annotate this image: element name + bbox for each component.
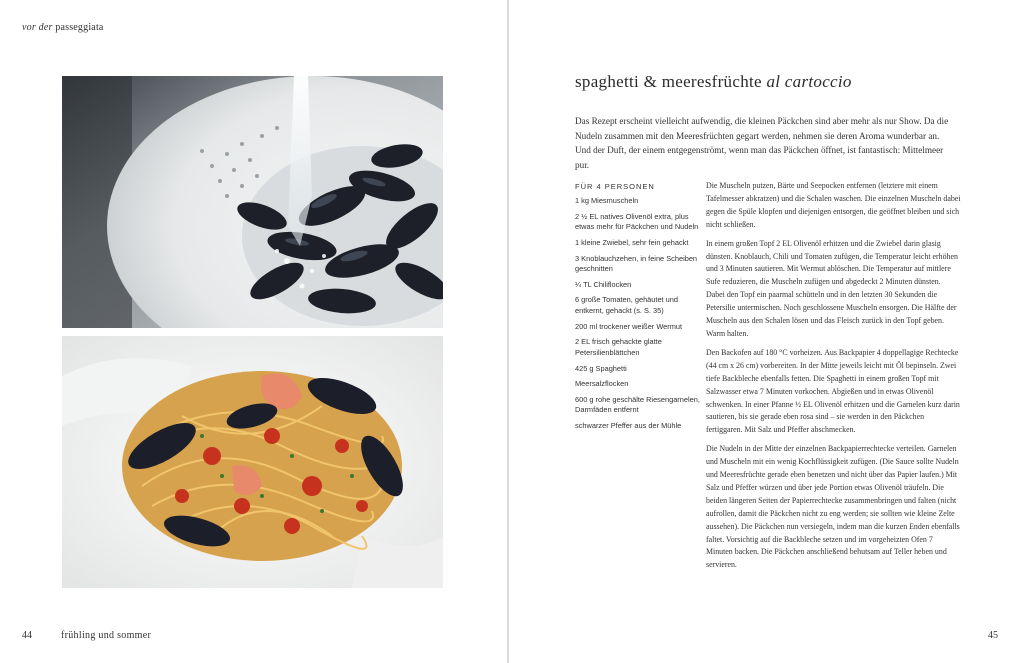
recipe-title — [575, 72, 852, 92]
ingredient-item: 3 Knoblauchzehen, in feine Scheiben geschnitten — [575, 253, 698, 274]
page-number-left: 44 — [22, 630, 32, 641]
ingredients-list — [575, 196, 701, 437]
ingredient-item: 600 g rohe geschälte Riesengarnelen, Darmfäden entfernt — [575, 394, 700, 415]
running-head-italic: vor der — [22, 22, 53, 33]
section-name: frühling und sommer — [61, 630, 152, 641]
method-step-4: Die Nudeln in der Mitte der einzelnen Backpapierrechtecke verteilen. Garnelen und Muscheln mit ein wenig Kochflüssigkeit zufügen. (Die Sauce sollte Nudeln und Meeresfrüchte gerade eben benetzen und nicht über das Papier laufen.) Mit Salz und Pfeffer würzen und über jede Portion etwas Olivenöl träufeln. Die beiden längeren Seiten der Papierrechtecke zusammenbringen und falten (nicht aufrollen, damit die Päckchen nicht zu eng werden; sie sollten wie kleine Zelte aussehen). Die Päckchen nun versiegeln, indem man die kurzen Enden ebenfalls faltet. Vorsichtig auf die Backbleche setzen und im vorgeheizten Ofen 7 Minuten backen. Die Päckchen anschließend behutsam auf Teller heben und servieren. — [706, 444, 960, 570]
method-step-1: Die Muscheln putzen, Bärte und Seepocken entfernen (letztere mit einem Tafelmesser abkratzen) und die Schalen waschen. Die einzelnen Muscheln dabei gegen die Spüle klopfen und diejenigen entsorgen, die geöffnet bleiben und sich nicht schließen. — [706, 181, 961, 229]
mussels-colander-photo — [62, 76, 443, 328]
ingredient-item: 6 große Tomaten, gehäutet und entkernt, gehackt (s. S. 35) — [575, 295, 678, 315]
running-head-roman: passeggiata — [52, 22, 104, 33]
ingredient-item: schwarzer Pfeffer aus der Mühle — [575, 421, 682, 431]
running-head — [22, 22, 104, 33]
method-step-3: Den Backofen auf 180 °C vorheizen. Aus Backpapier 4 doppellagige Rechtecke (44 cm x 26 cm) vorbereiten. In der Mitte jeweils leicht mit Öl bepinseln. Zwei tiefe Backbleche ebenfalls fetten. Die Spaghetti in einem großen Topf mit Salzwasser etwa 7 Minuten vorkochen. Abgießen und in etwas Olivenöl schwenken. In einer Pfanne ½ EL Olivenöl erhitzen und die Garnelen kurz darin sautieren, bis sie gerade eben rosa sind – sie werden in den Päckchen fertiggaren. Mit Salz und Pfeffer abschmecken. — [706, 347, 960, 435]
ingredient-item: 2 EL frisch gehackte glatte Petersilienblättchen — [575, 337, 662, 357]
ingredient-item: 2 ½ EL natives Olivenöl extra, plus etwas mehr für Päckchen und Nudeln — [575, 211, 699, 232]
ingredient-item: Meersalzflocken — [575, 379, 629, 389]
method-step-2: In einem großen Topf 2 EL Olivenöl erhitzen und die Zwiebel darin glasig dünsten. Knoblauch, Chili und Tomaten zufügen, die Temperatur leicht erhöhen und 3 Minuten sautieren. Mit Wermut ablöschen. Die Temperatur auf mittlere Sufe reduzieren, die Muscheln zufügen und abgedeckt 2 Minuten dünsten. Dabei den Topf ein paarmal schütteln und in den letzten 30 Sekunden die Petersilie untermischen. Noch geschlossene Muscheln ensorgen. Die Hälfte der Muscheln aus den Schalen lösen und das Fleisch zurück in den Topf geben. Warm halten. — [706, 238, 958, 338]
recipe-title-roman: spaghetti & meeresfrüchte — [575, 72, 762, 91]
page-number-right: 45 — [988, 630, 998, 641]
recipe-title-italic: al cartoccio — [766, 72, 852, 91]
ingredient-item: 200 ml trockener weißer Wermut — [575, 321, 683, 331]
ingredient-item: 425 g Spaghetti — [575, 363, 627, 373]
book-gutter — [507, 0, 509, 663]
ingredient-item: 1 kg Miesmuscheln — [575, 196, 639, 205]
right-page — [510, 0, 1020, 663]
ingredients-heading: FÜR 4 PERSONEN — [575, 182, 655, 191]
recipe-intro: Das Rezept erscheint vielleicht aufwendig, die kleinen Päckchen sind aber mehr als nur Show. Da die Nudeln zusammen mit den Meeresfrüchten gegart werden, nehmen sie deren Aroma wunderbar an. Und der Duft, der einem entgegenströmt, wenn man das Päckchen öffnet, ist fantastisch: Mittelmeer pur. — [575, 116, 949, 170]
method-section — [706, 180, 961, 578]
spaghetti-seafood-photo — [62, 336, 443, 588]
left-page — [0, 0, 508, 663]
ingredient-item: 1 kleine Zwiebel, sehr fein gehackt — [575, 237, 689, 247]
ingredient-item: ¼ TL Chiliflocken — [575, 279, 632, 289]
